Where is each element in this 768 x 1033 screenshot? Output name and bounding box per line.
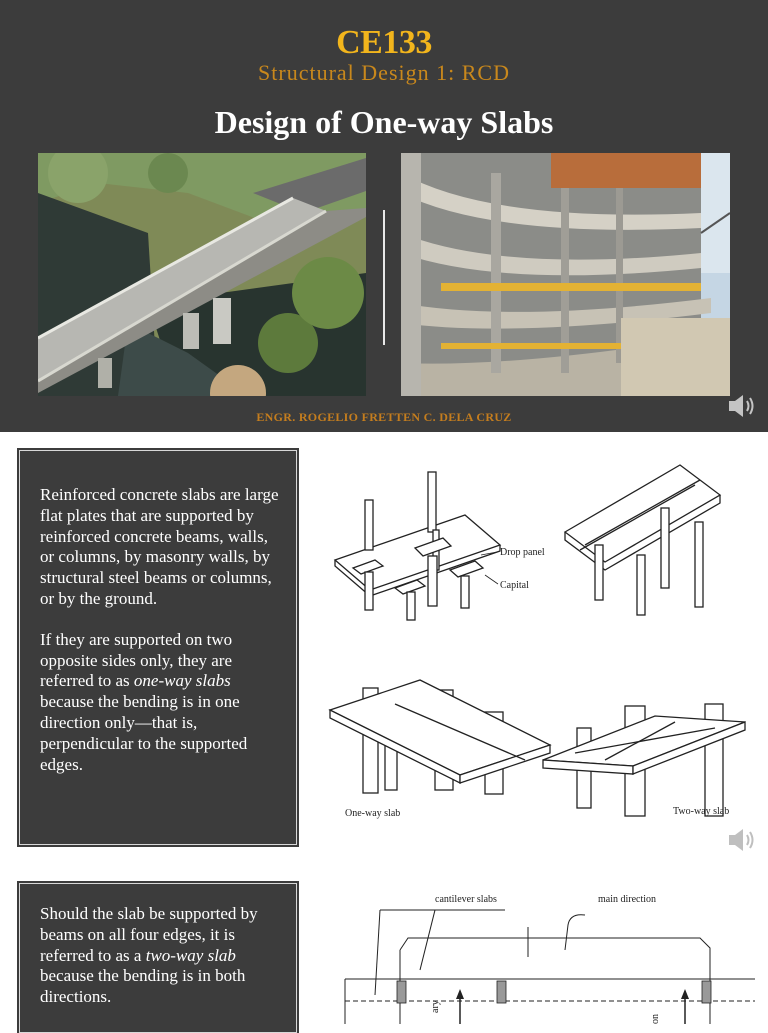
one-way-slab-label: One-way slab bbox=[345, 808, 401, 819]
capital-label: Capital bbox=[500, 580, 529, 591]
slide-title: Design of One-way Slabs bbox=[214, 104, 554, 140]
building-photo bbox=[401, 153, 730, 396]
image-divider bbox=[383, 210, 385, 345]
rotated-label-ary: ary bbox=[430, 1000, 441, 1013]
speaker-icon[interactable] bbox=[727, 826, 759, 854]
two-way-slab-box bbox=[19, 883, 297, 1033]
slab-definition-box bbox=[19, 450, 297, 845]
title-slide bbox=[0, 0, 768, 432]
bridge-photo bbox=[38, 153, 366, 396]
cantilever-slabs-label: cantilever slabs bbox=[435, 894, 497, 905]
cantilever-slab-diagram bbox=[340, 885, 760, 1024]
paragraph-slab-definition: Reinforced concrete slabs are large flat plates that are supported by reinforced concrete beams, walls, or columns, by masonry walls, by structural steel beams or columns, or by the ground. bbox=[40, 485, 279, 608]
slab-types-diagram bbox=[325, 460, 755, 830]
rotated-label-on: on bbox=[650, 1014, 661, 1024]
paragraph-one-way-slab: If they are supported on two opposite sides only, they are referred to as one-way slabs because the bending is in one direction only—that is, perpendicular to the supported edges. bbox=[40, 629, 248, 774]
main-direction-label: main direction bbox=[598, 894, 657, 905]
course-code: CE133 bbox=[336, 24, 432, 61]
speaker-icon[interactable] bbox=[727, 392, 759, 420]
paragraph-two-way-slab: Should the slab be supported by beams on all four edges, it is referred to as a two-way slab because the bending is in both directions. bbox=[40, 904, 258, 1007]
course-name: Structural Design 1: RCD bbox=[258, 60, 510, 85]
two-way-slab-label: Two-way slab bbox=[673, 806, 730, 817]
drop-panel-label: Drop panel bbox=[500, 547, 545, 558]
author-name: ENGR. ROGELIO FRETTEN C. DELA CRUZ bbox=[256, 410, 512, 424]
